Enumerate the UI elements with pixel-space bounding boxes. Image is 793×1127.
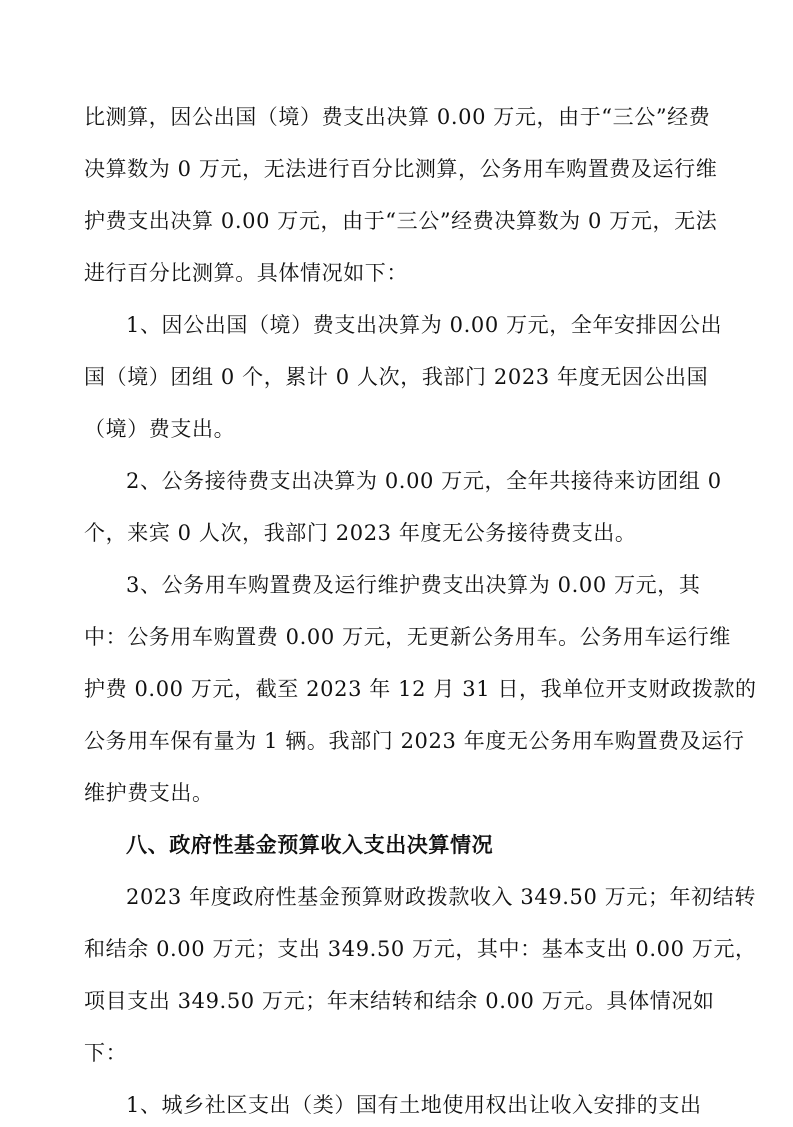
text-line: 国（境）团组 0 个，累计 0 人次，我部门 2023 年度无因公出国 — [84, 365, 709, 389]
text-line: 护费支出决算 0.00 万元，由于“三公”经费决算数为 0 万元，无法 — [84, 209, 718, 233]
text-line: 护费 0.00 万元，截至 2023 年 12 月 31 日，我单位开支财政拨款的 — [84, 677, 757, 701]
text-line: 3、公务用车购置费及运行维护费支出决算为 0.00 万元，其 — [126, 573, 701, 597]
text-line: 决算数为 0 万元，无法进行百分比测算，公务用车购置费及运行维 — [84, 157, 718, 181]
text-line: 1、因公出国（境）费支出决算为 0.00 万元，全年安排因公出 — [126, 313, 723, 337]
text-line: 下： — [84, 1041, 128, 1065]
text-line: 2、公务接待费支出决算为 0.00 万元，全年共接待来访团组 0 — [126, 469, 722, 493]
text-line: 1、城乡社区支出（类）国有土地使用权出让收入安排的支出 — [126, 1093, 702, 1117]
text-line: 个，来宾 0 人次，我部门 2023 年度无公务接待费支出。 — [84, 521, 637, 545]
text-line: 进行百分比测算。具体情况如下： — [84, 261, 408, 285]
text-line: 中：公务用车购置费 0.00 万元，无更新公务用车。公务用车运行维 — [84, 625, 731, 649]
text-line: 2023 年度政府性基金预算财政拨款收入 349.50 万元；年初结转 — [126, 885, 756, 909]
text-line: 维护费支出。 — [84, 781, 214, 805]
text-line: （境）费支出。 — [84, 417, 236, 441]
text-line: 和结余 0.00 万元；支出 349.50 万元，其中：基本支出 0.00 万元， — [84, 937, 757, 961]
text-line: 公务用车保有量为 1 辆。我部门 2023 年度无公务用车购置费及运行 — [84, 729, 745, 753]
section-heading: 八、政府性基金预算收入支出决算情况 — [126, 833, 494, 857]
text-line: 比测算，因公出国（境）费支出决算 0.00 万元，由于“三公”经费 — [84, 105, 711, 129]
text-line: 项目支出 349.50 万元；年末结转和结余 0.00 万元。具体情况如 — [84, 989, 715, 1013]
